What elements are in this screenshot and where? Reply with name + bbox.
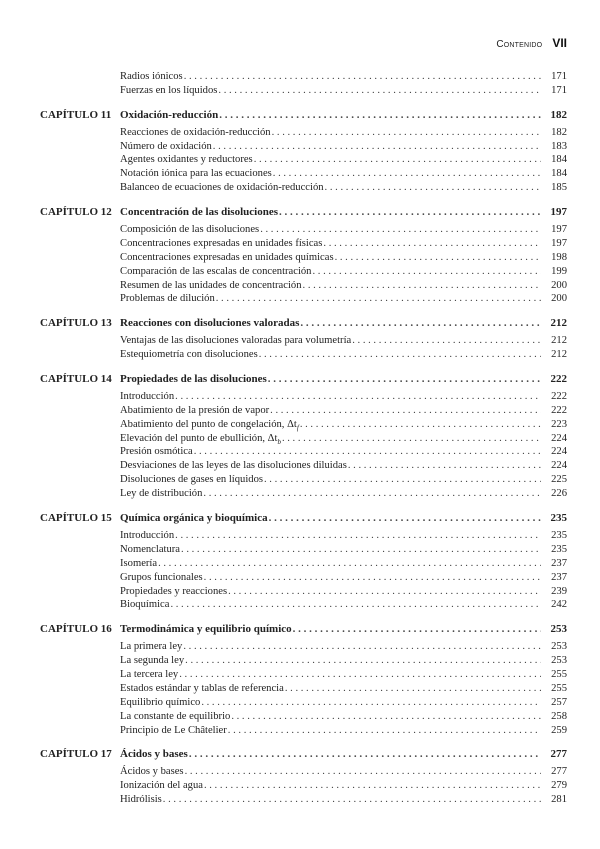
section-entry (40, 585, 567, 599)
entry-page: 235 (551, 543, 567, 555)
entry-title: Propiedades de las disoluciones (120, 373, 267, 386)
chapter-label: CAPÍTULO 14 (40, 373, 112, 386)
dot-leader (175, 390, 541, 404)
dot-leader (273, 167, 541, 181)
entry-title: Elevación del punto de ebullición, $\Delta t_b$ (120, 432, 281, 446)
dot-leader (179, 668, 541, 682)
entry-title: Concentraciones expresadas en unidades físicas (120, 237, 323, 249)
section-entry (40, 557, 567, 571)
dot-leader (323, 237, 541, 251)
section-entry (40, 223, 567, 237)
section-entry (40, 167, 567, 181)
entry-title: Concentraciones expresadas en unidades químicas (120, 251, 334, 263)
dot-leader (189, 748, 541, 762)
entry-title: Ácidos y bases (120, 748, 188, 761)
chapter-entry (40, 317, 567, 331)
dot-leader (264, 473, 541, 487)
entry-title: Problemas de dilución (120, 293, 215, 305)
entry-page: 199 (551, 265, 567, 277)
chapter-label: CAPÍTULO 11 (40, 108, 112, 121)
dot-leader (312, 265, 541, 279)
entry-title: Comparación de las escalas de concentración (120, 265, 312, 277)
section-entry (40, 84, 567, 98)
entry-title: Estados estándar y tablas de referencia (120, 682, 284, 694)
section-entry (40, 571, 567, 585)
section-entry (40, 487, 567, 501)
entry-page: 259 (551, 724, 567, 736)
section-entry (40, 473, 567, 487)
section-entry (40, 696, 567, 710)
dot-leader (218, 84, 541, 98)
table-of-contents (40, 70, 567, 807)
entry-page: 258 (551, 710, 567, 722)
dot-leader (348, 459, 541, 473)
entry-page: 235 (550, 512, 567, 525)
section-entry (40, 251, 567, 265)
dot-leader (300, 317, 541, 331)
dot-leader (352, 334, 541, 348)
entry-title: Abatimiento del punto de congelación, $\Delta t_f$ (120, 418, 299, 432)
section-entry (40, 404, 567, 418)
entry-page: 171 (551, 84, 567, 96)
dot-leader (219, 109, 541, 123)
entry-title: Desviaciones de las leyes de las disoluciones diluidas (120, 460, 347, 472)
entry-page: 222 (551, 390, 567, 402)
dot-leader (194, 445, 541, 459)
section-entry (40, 390, 567, 404)
section-entry (40, 765, 567, 779)
dot-leader (181, 543, 541, 557)
entry-page: 255 (551, 668, 567, 680)
entry-page: 182 (551, 126, 567, 138)
section-entry (40, 529, 567, 543)
dot-leader (260, 223, 541, 237)
entry-title: Presión osmótica (120, 446, 193, 458)
section-entry (40, 292, 567, 306)
entry-title: Termodinámica y equilibrio químico (120, 623, 292, 636)
entry-page: 237 (551, 557, 567, 569)
entry-page: 224 (551, 432, 567, 444)
entry-title: La tercera ley (120, 668, 179, 680)
entry-page: 184 (551, 168, 567, 180)
entry-title: Propiedades y reacciones (120, 585, 228, 597)
chapter-entry (40, 206, 567, 220)
chapter-entry (40, 512, 567, 526)
dot-leader (216, 292, 541, 306)
section-entry (40, 334, 567, 348)
dot-leader (204, 779, 541, 793)
running-header-title: Contenido (496, 39, 543, 50)
entry-title: Nomenclatura (120, 543, 181, 555)
section-entry (40, 348, 567, 362)
dot-leader (269, 512, 541, 526)
dot-leader (175, 529, 541, 543)
entry-title: Equilibrio químico (120, 696, 201, 708)
entry-page: 182 (550, 108, 567, 121)
entry-title: Bioquímica (120, 599, 170, 611)
section-entry (40, 153, 567, 167)
section-entry (40, 543, 567, 557)
section-entry (40, 445, 567, 459)
entry-page: 183 (551, 140, 567, 152)
entry-title: Ácidos y bases (120, 766, 184, 778)
dot-leader (282, 432, 541, 446)
dot-leader (203, 487, 541, 501)
entry-title: Ionización del agua (120, 780, 203, 792)
entry-page: 197 (551, 224, 567, 236)
chapter-entry (40, 748, 567, 762)
dot-leader (259, 348, 541, 362)
dot-leader (201, 696, 541, 710)
entry-page: 239 (551, 585, 567, 597)
dot-leader (231, 710, 541, 724)
entry-title: Notación iónica para las ecuaciones (120, 168, 272, 180)
dot-leader (254, 153, 541, 167)
section-entry (40, 126, 567, 140)
section-entry (40, 265, 567, 279)
entry-title: Ventajas de las disoluciones valoradas para volumetría (120, 335, 352, 347)
chapter-label: CAPÍTULO 15 (40, 512, 112, 525)
entry-page: 279 (551, 780, 567, 792)
section-entry (40, 279, 567, 293)
dot-leader (163, 793, 541, 807)
entry-page: 200 (551, 279, 567, 291)
entry-title: Principio de Le Châtelier (120, 724, 227, 736)
dot-leader (268, 373, 541, 387)
chapter-entry (40, 373, 567, 387)
entry-title: Introducción (120, 529, 175, 541)
entry-title: Grupos funcionales (120, 571, 203, 583)
entry-title: Fuerzas en los líquidos (120, 84, 218, 96)
entry-page: 257 (551, 696, 567, 708)
entry-page: 212 (551, 349, 567, 361)
dot-leader (185, 654, 541, 668)
entry-page: 225 (551, 474, 567, 486)
section-entry (40, 432, 567, 446)
dot-leader (325, 181, 541, 195)
entry-page: 226 (551, 488, 567, 500)
entry-title: Estequiometría con disoluciones (120, 349, 258, 361)
dot-leader (170, 598, 541, 612)
entry-page: 198 (551, 251, 567, 263)
entry-page: 224 (551, 460, 567, 472)
chapter-label: CAPÍTULO 13 (40, 317, 112, 330)
entry-page: 197 (551, 237, 567, 249)
dot-leader (204, 571, 541, 585)
section-entry (40, 418, 567, 432)
entry-page: 255 (551, 682, 567, 694)
chapter-label: CAPÍTULO 12 (40, 206, 112, 219)
entry-page: 222 (551, 404, 567, 416)
entry-title: Radios iónicos (120, 71, 183, 82)
dot-leader (285, 682, 541, 696)
entry-page: 237 (551, 571, 567, 583)
entry-page: 223 (551, 418, 567, 430)
entry-page: 253 (551, 655, 567, 667)
dot-leader (293, 623, 541, 637)
entry-page: 281 (551, 794, 567, 806)
section-entry (40, 793, 567, 807)
running-header (496, 36, 567, 50)
entry-title: Isomería (120, 557, 158, 569)
dot-leader (272, 126, 541, 140)
entry-page: 184 (551, 154, 567, 166)
entry-title: Reacciones con disoluciones valoradas (120, 317, 300, 330)
section-entry (40, 181, 567, 195)
entry-page: 253 (550, 623, 567, 636)
dot-leader (228, 724, 541, 738)
entry-title: Abatimiento de la presión de vapor (120, 404, 270, 416)
page-number: VII (552, 36, 567, 50)
section-entry (40, 724, 567, 738)
entry-page: 185 (551, 182, 567, 194)
entry-title: Oxidación-reducción (120, 108, 219, 121)
dot-leader (183, 640, 541, 654)
entry-title: Balanceo de ecuaciones de oxidación-reducción (120, 182, 324, 194)
chapter-entry (40, 109, 567, 123)
entry-title: Resumen de las unidades de concentración (120, 279, 302, 291)
entry-page: 200 (551, 293, 567, 305)
entry-title: Composición de las disoluciones (120, 224, 260, 236)
entry-page: 235 (551, 529, 567, 541)
entry-title: Número de oxidación (120, 140, 212, 152)
entry-title: Reacciones de oxidación-reducción (120, 126, 271, 138)
dot-leader (184, 70, 541, 84)
dot-leader (270, 404, 541, 418)
dot-leader (279, 206, 541, 220)
section-entry (40, 779, 567, 793)
section-entry (40, 682, 567, 696)
entry-page: 171 (551, 71, 567, 82)
entry-title: Concentración de las disoluciones (120, 206, 278, 219)
section-entry (40, 640, 567, 654)
chapter-label: CAPÍTULO 17 (40, 748, 112, 761)
dot-leader (158, 557, 541, 571)
dot-leader (185, 765, 541, 779)
entry-title: Química orgánica y bioquímica (120, 512, 268, 525)
entry-page: 277 (551, 766, 567, 778)
entry-title: Ley de distribución (120, 488, 203, 500)
dot-leader (303, 279, 541, 293)
entry-page: 197 (550, 206, 567, 219)
entry-page: 212 (551, 335, 567, 347)
section-entry (40, 70, 567, 84)
section-entry (40, 598, 567, 612)
section-entry (40, 459, 567, 473)
dot-leader (335, 251, 541, 265)
entry-title: Hidrólisis (120, 794, 162, 806)
entry-page: 277 (550, 748, 567, 761)
chapter-entry (40, 623, 567, 637)
section-entry (40, 710, 567, 724)
entry-page: 222 (550, 373, 567, 386)
entry-title: Disoluciones de gases en líquidos (120, 474, 263, 486)
entry-title: Agentes oxidantes y reductores (120, 154, 253, 166)
entry-page: 212 (550, 317, 567, 330)
entry-page: 224 (551, 446, 567, 458)
section-entry (40, 140, 567, 154)
section-entry (40, 237, 567, 251)
section-entry (40, 668, 567, 682)
chapter-label: CAPÍTULO 16 (40, 623, 112, 636)
dot-leader (213, 140, 541, 154)
dot-leader (228, 585, 541, 599)
section-entry (40, 654, 567, 668)
entry-title: Introducción (120, 390, 175, 402)
entry-page: 242 (551, 599, 567, 611)
entry-title: La constante de equilibrio (120, 710, 231, 722)
entry-title: La segunda ley (120, 655, 185, 667)
entry-title: La primera ley (120, 641, 183, 653)
entry-page: 253 (551, 641, 567, 653)
dot-leader (300, 418, 541, 432)
